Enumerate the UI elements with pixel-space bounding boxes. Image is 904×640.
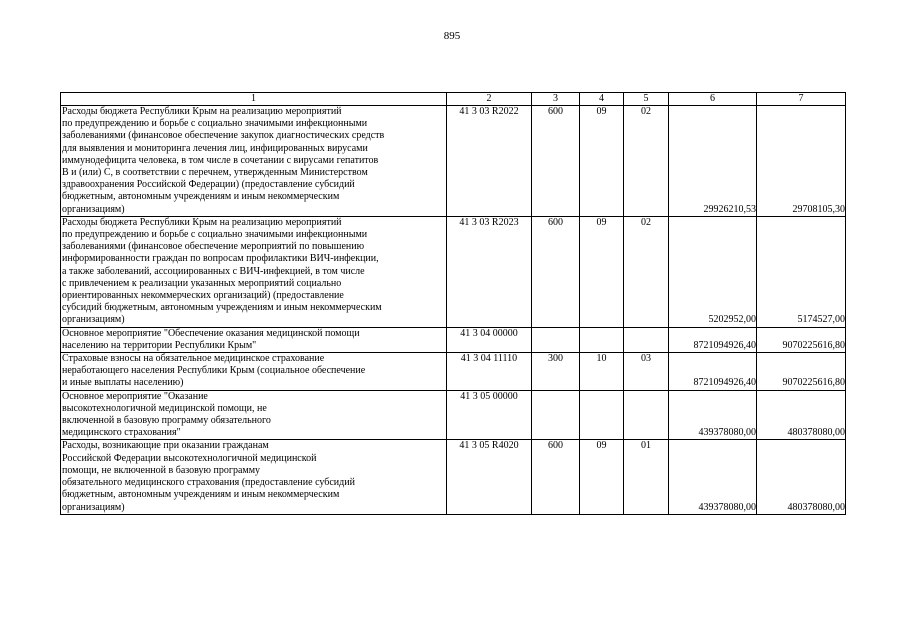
- description-line: Основное мероприятие "Оказание: [62, 390, 208, 402]
- row-expense-type: 600: [532, 440, 580, 514]
- description-line: субсидий бюджетным, автономным учреждениям и иным некоммерческим: [62, 302, 382, 314]
- row-amount-year-1: 439378080,00: [669, 440, 757, 514]
- row-section: [580, 390, 624, 440]
- row-amount-year-1: 5202952,00: [669, 216, 757, 327]
- description-line: а также заболеваний, ассоциированных с ВИЧ-инфекцией, в том числе: [62, 265, 365, 277]
- row-expense-type: [532, 390, 580, 440]
- description-line: организациям): [62, 314, 125, 326]
- row-amount-year-2: 9070225616,80: [757, 353, 846, 391]
- description-line: обязательного медицинского страхования (предоставление субсидий: [62, 477, 355, 489]
- row-amount-year-2: 5174527,00: [757, 216, 846, 327]
- table-header-row: [61, 93, 846, 106]
- row-subsection: 02: [624, 106, 669, 217]
- description-line: В и (или) С, в соответствии с перечнем, утвержденным Министерством: [62, 167, 368, 179]
- description-line: бюджетным, автономным учреждениям и иным некоммерческим: [62, 489, 340, 501]
- table-row: [61, 353, 846, 391]
- row-section: 09: [580, 106, 624, 217]
- row-description: [61, 440, 447, 514]
- header-cell-4: 4: [580, 93, 624, 106]
- table-row: [61, 440, 846, 514]
- description-line: бюджетным, автономным учреждениям и иным некоммерческим: [62, 191, 340, 203]
- description-line: населению на территории Республики Крым": [62, 339, 257, 351]
- description-line: неработающего населения Республики Крым (социальное обеспечение: [62, 365, 366, 377]
- row-description: [61, 216, 447, 327]
- description-line: с привлечением к реализации указанных мероприятий социально: [62, 277, 342, 289]
- description-line: высокотехнологичной медицинской помощи, не: [62, 402, 267, 414]
- row-expense-type: [532, 327, 580, 352]
- row-section: 10: [580, 353, 624, 391]
- row-subsection: [624, 327, 669, 352]
- description-line: здравоохранения Российской Федерации) (предоставление субсидий: [62, 179, 355, 191]
- row-amount-year-2: 9070225616,80: [757, 327, 846, 352]
- header-cell-2: 2: [447, 93, 532, 106]
- table-body: [61, 93, 846, 515]
- description-line: организациям): [62, 501, 125, 513]
- row-subsection: 01: [624, 440, 669, 514]
- description-line: помощи, не включенной в базовую программу: [62, 464, 261, 476]
- description-line: включенной в базовую программу обязательного: [62, 415, 271, 427]
- row-code: 41 3 03 R2023: [447, 216, 532, 327]
- row-code: 41 3 03 R2022: [447, 106, 532, 217]
- description-line: для выявления и мониторинга лечения лиц, инфицированных вирусами: [62, 142, 368, 154]
- row-code: 41 3 05 00000: [447, 390, 532, 440]
- row-amount-year-1: 29926210,53: [669, 106, 757, 217]
- row-subsection: 02: [624, 216, 669, 327]
- description-line: Расходы бюджета Республики Крым на реализацию мероприятий: [62, 216, 342, 228]
- row-section: 09: [580, 440, 624, 514]
- row-subsection: 03: [624, 353, 669, 391]
- table-row: [61, 390, 846, 440]
- row-expense-type: 600: [532, 216, 580, 327]
- description-line: ориентированных некоммерческих организаций) (предоставление: [62, 290, 344, 302]
- row-amount-year-1: 8721094926,40: [669, 353, 757, 391]
- description-line: и иные выплаты населению): [62, 377, 184, 389]
- description-line: Основное мероприятие "Обеспечение оказания медицинской помощи: [62, 327, 360, 339]
- row-amount-year-2: 29708105,30: [757, 106, 846, 217]
- row-description: [61, 390, 447, 440]
- row-amount-year-2: 480378080,00: [757, 390, 846, 440]
- description-line: иммунодефицита человека, в том числе в сочетании с вирусами гепатитов: [62, 154, 379, 166]
- header-cell-5: 5: [624, 93, 669, 106]
- description-line: по предупреждению и борьбе с социально значимыми инфекционными: [62, 118, 368, 130]
- header-cell-3: 3: [532, 93, 580, 106]
- row-section: 09: [580, 216, 624, 327]
- header-cell-7: 7: [757, 93, 846, 106]
- row-amount-year-1: 8721094926,40: [669, 327, 757, 352]
- row-expense-type: 300: [532, 353, 580, 391]
- row-section: [580, 327, 624, 352]
- description-line: заболеваниями (финансовое обеспечение закупок диагностических средств: [62, 130, 385, 142]
- description-line: Страховые взносы на обязательное медицинское страхование: [62, 353, 325, 365]
- table-row: [61, 216, 846, 327]
- description-line: медицинского страхования": [62, 427, 181, 439]
- row-code: 41 3 04 11110: [447, 353, 532, 391]
- header-cell-6: 6: [669, 93, 757, 106]
- page-number: 895: [443, 30, 461, 42]
- description-line: Расходы, возникающие при оказании гражданам: [62, 440, 269, 452]
- row-description: [61, 106, 447, 217]
- table-row: [61, 327, 846, 352]
- table-row: [61, 106, 846, 217]
- row-code: 41 3 04 00000: [447, 327, 532, 352]
- description-line: Расходы бюджета Республики Крым на реализацию мероприятий: [62, 106, 342, 117]
- description-line: Российской Федерации высокотехнологичной медицинской: [62, 452, 317, 464]
- row-amount-year-2: 480378080,00: [757, 440, 846, 514]
- description-line: заболеваниями (финансовое обеспечение мероприятий по повышению: [62, 241, 365, 253]
- row-expense-type: 600: [532, 106, 580, 217]
- row-description: [61, 353, 447, 391]
- row-amount-year-1: 439378080,00: [669, 390, 757, 440]
- row-description: [61, 327, 447, 352]
- header-cell-1: 1: [61, 93, 447, 106]
- description-line: организациям): [62, 203, 125, 215]
- description-line: информированности граждан по вопросам профилактики ВИЧ-инфекции,: [62, 253, 379, 265]
- row-subsection: [624, 390, 669, 440]
- row-code: 41 3 05 R4020: [447, 440, 532, 514]
- budget-table: [60, 92, 846, 515]
- description-line: по предупреждению и борьбе с социально значимыми инфекционными: [62, 229, 368, 241]
